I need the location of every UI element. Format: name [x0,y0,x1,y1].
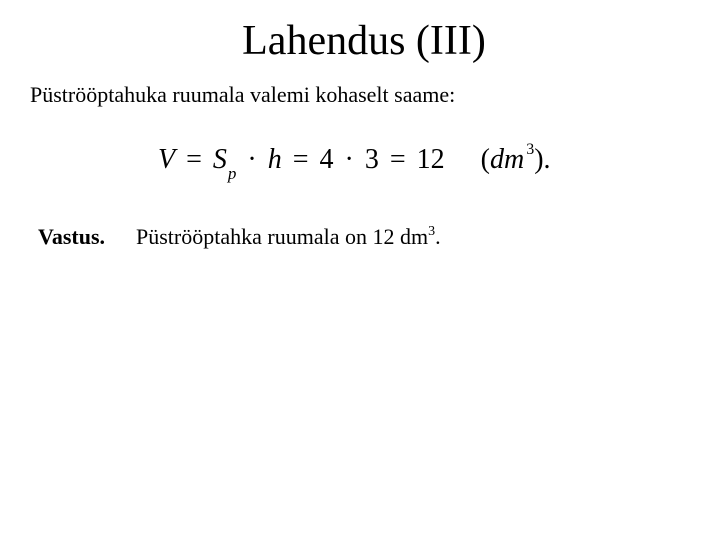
formula-unit: dm [489,144,525,175]
volume-formula [158,140,551,184]
formula-equals: = [389,144,406,175]
answer-unit-exponent: 3 [428,224,436,239]
formula-base-area-symbol: S [212,144,227,175]
formula-equals: = [292,144,309,175]
formula-multiply-dot: · [247,144,257,175]
formula-base-area-value: 4 [319,144,334,175]
answer-end: . [435,224,441,249]
slide-title: Lahendus (III) [242,18,486,64]
formula-unit-open-paren: ( [480,144,490,175]
formula-volume-symbol: V [158,144,176,175]
formula-unit-exponent: 3 [526,141,535,158]
formula-multiply-dot: · [344,144,354,175]
formula-result: 12 [416,144,445,175]
formula-height-symbol: h [267,144,282,175]
formula-base-area-subscript: p [227,164,237,183]
answer-label: Vastus. [38,224,106,249]
formula-unit-close-paren: ). [534,144,551,175]
formula-equals: = [186,144,202,175]
answer-line [38,223,441,255]
answer-text: Püströöptahka ruumala on 12 dm [136,224,429,249]
intro-text: Püströöptahuka ruumala valemi kohaselt saame: [30,82,456,107]
formula-height-value: 3 [364,144,379,175]
